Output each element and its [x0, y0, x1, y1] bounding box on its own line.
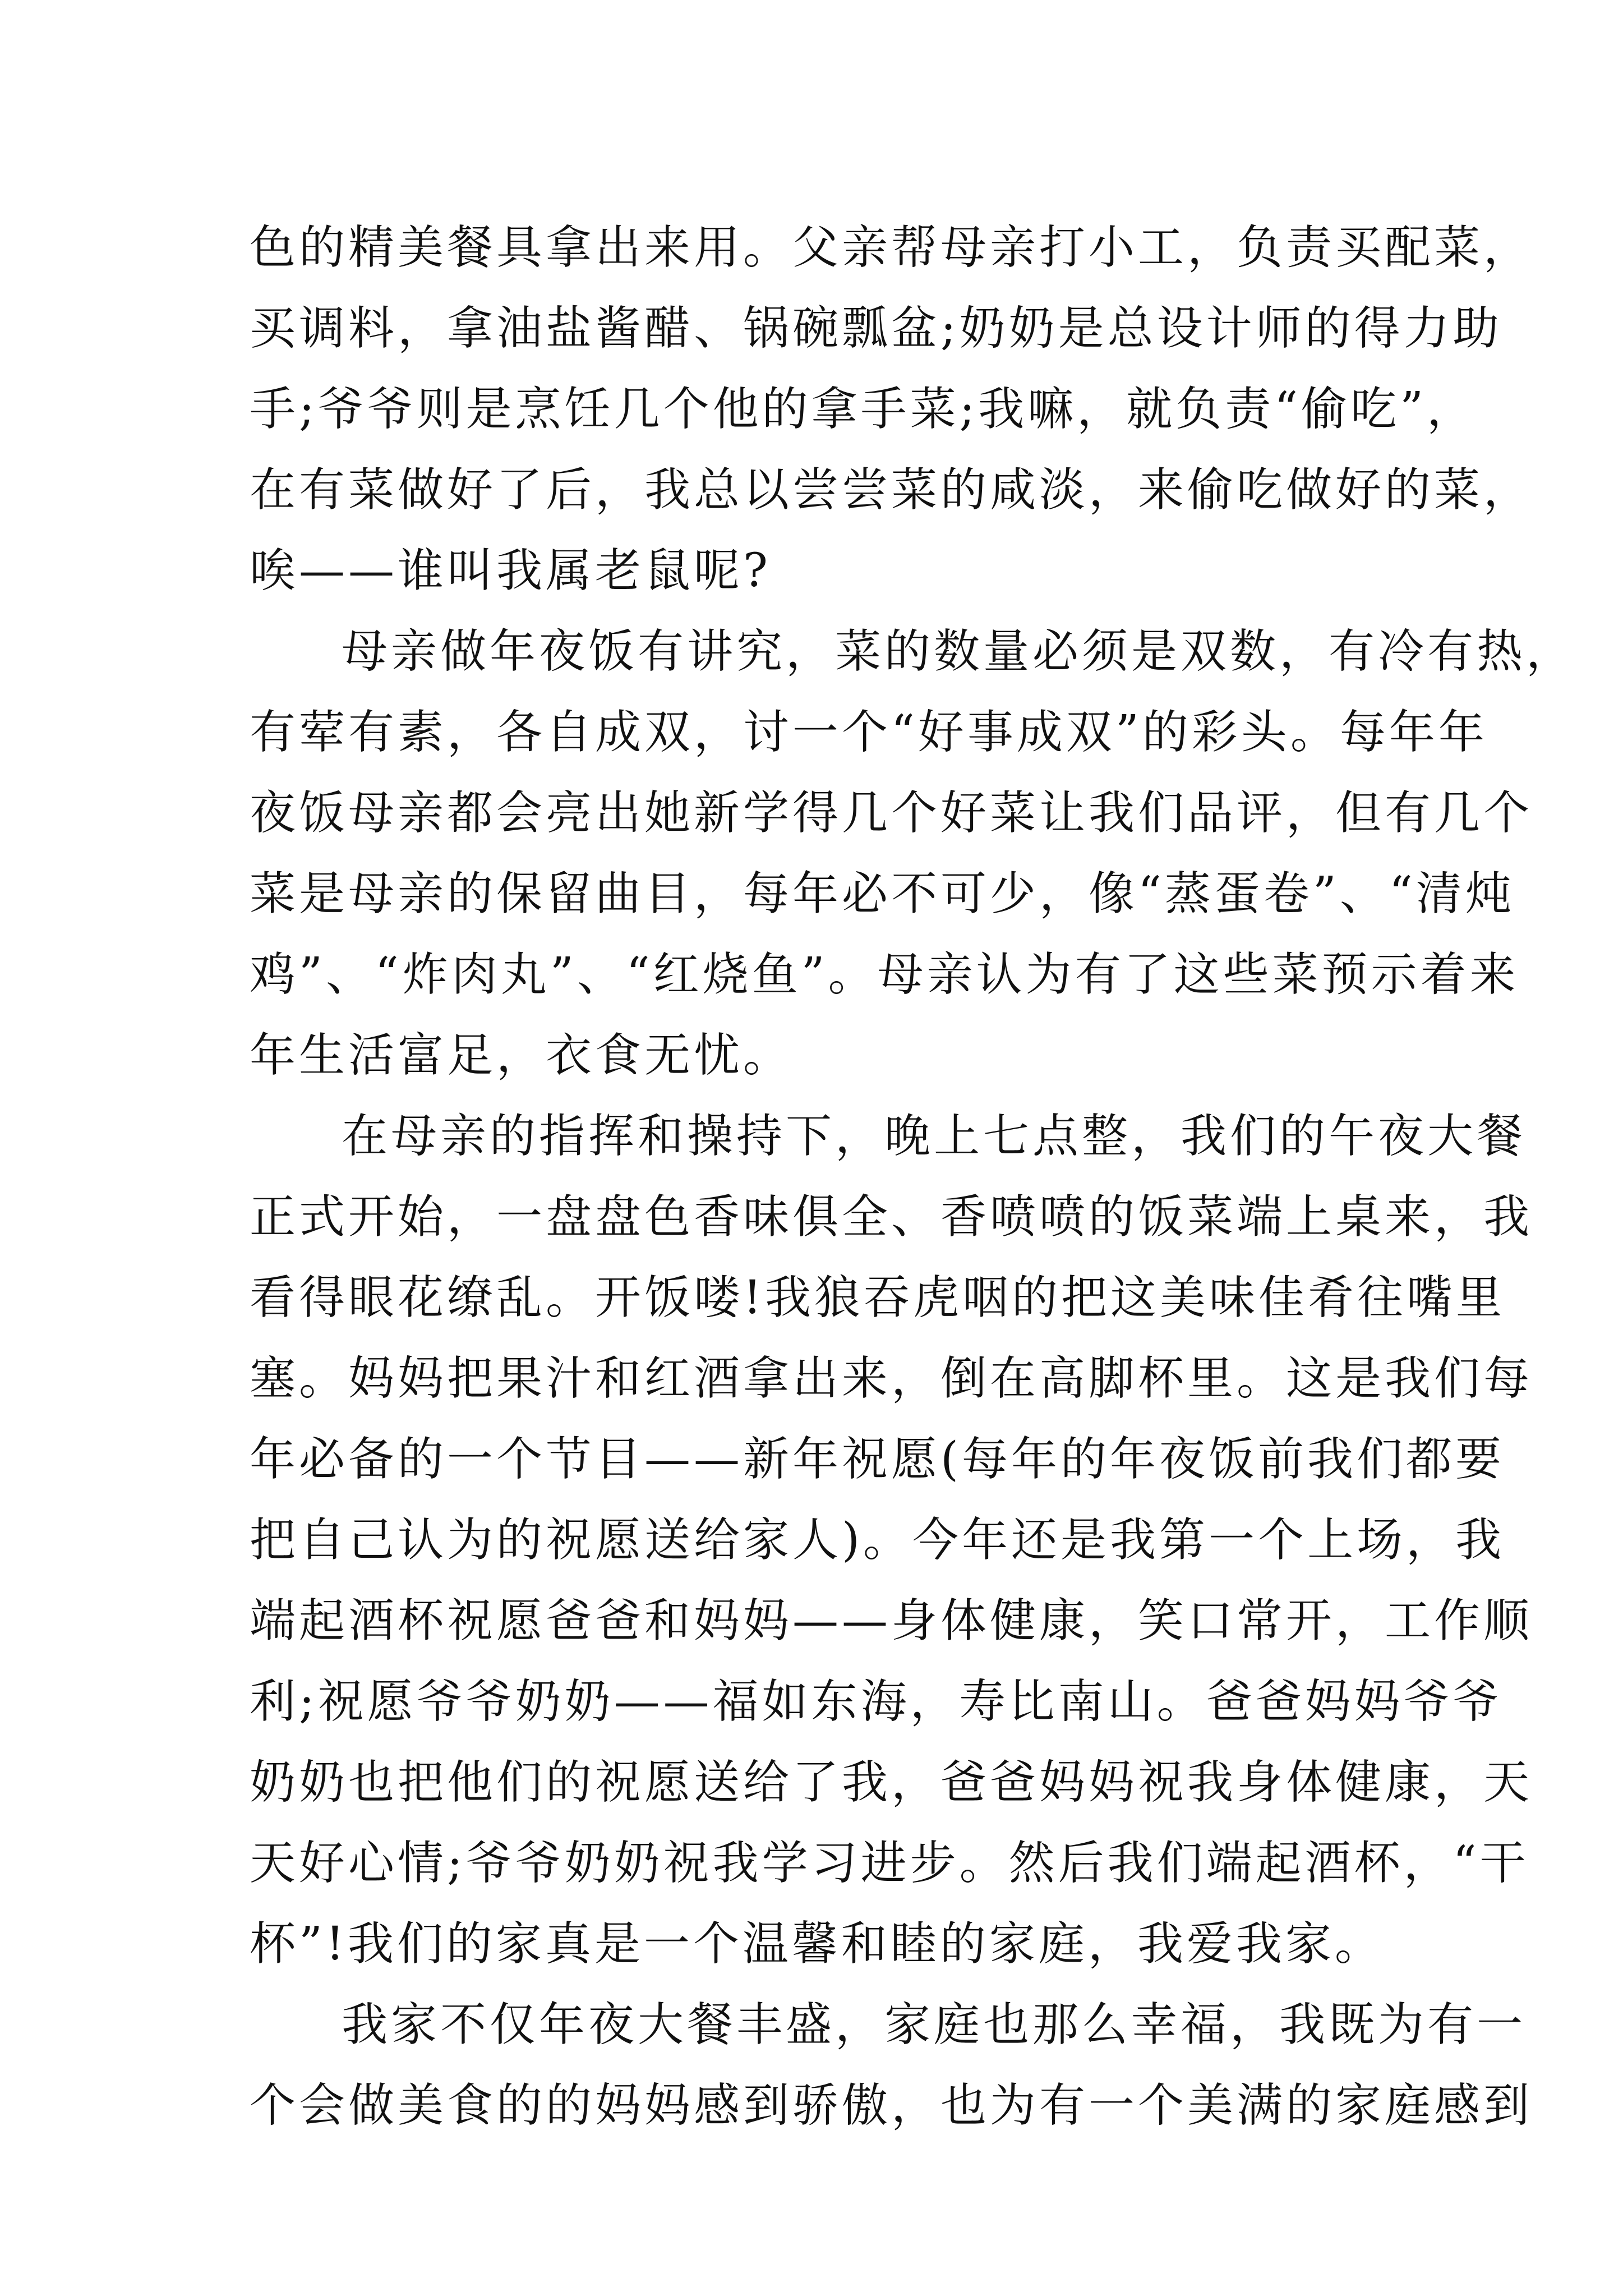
- text-line: 唉——谁叫我属老鼠呢?: [250, 544, 771, 597]
- text-line: 年必备的一个节目——新年祝愿(每年的年夜饭前我们都要: [250, 1433, 1505, 1486]
- text-line: 年生活富足，衣食无忧。: [250, 1029, 793, 1082]
- text-line: 杯”!我们的家真是一个温馨和睦的家庭，我爱我家。: [250, 1917, 1384, 1971]
- paragraph-4: [250, 1985, 1533, 2146]
- text-line: 有荤有素，各自成双，讨一个“好事成双”的彩头。每年年: [250, 706, 1488, 759]
- text-line: 天好心情;爷爷奶奶祝我学习进步。然后我们端起酒杯，“干: [250, 1837, 1529, 1890]
- text-line: 夜饭母亲都会亮出她新学得几个好菜让我们品评，但有几个: [250, 786, 1533, 840]
- text-line: 菜是母亲的保留曲目，每年必不可少，像“蒸蛋卷”、“清炖: [250, 867, 1515, 921]
- text-line: 色的精美餐具拿出来用。父亲帮母亲打小工，负责买配菜，: [250, 221, 1533, 274]
- text-line: 在有菜做好了后，我总以尝尝菜的咸淡，来偷吃做好的菜，: [250, 463, 1533, 517]
- paragraph-3: [250, 1096, 1533, 1985]
- text-line: 端起酒杯祝愿爸爸和妈妈——身体健康，笑口常开，工作顺: [250, 1594, 1533, 1648]
- text-line: 正式开始，一盘盘色香味俱全、香喷喷的饭菜端上桌来，我: [250, 1190, 1533, 1244]
- text-line: 手;爷爷则是烹饪几个他的拿手菜;我嘛，就负责“偷吃”，: [250, 383, 1477, 436]
- paragraph-1: [250, 208, 1533, 611]
- text-line: 看得眼花缭乱。开饭喽!我狼吞虎咽的把这美味佳肴往嘴里: [250, 1271, 1505, 1324]
- text-line: 个会做美食的的妈妈感到骄傲，也为有一个美满的家庭感到: [250, 2079, 1533, 2132]
- text-line: 在母亲的指挥和操持下，晚上七点整，我们的午夜大餐: [342, 1110, 1527, 1163]
- text-line: 鸡”、“炸肉丸”、“红烧鱼”。母亲认为有了这些菜预示着来: [250, 948, 1519, 1001]
- text-line: 我家不仅年夜大餐丰盛，家庭也那么幸福，我既为有一: [342, 1998, 1527, 2051]
- text-line: 塞。妈妈把果汁和红酒拿出来，倒在高脚杯里。这是我们每: [250, 1352, 1533, 1405]
- document-body: [250, 208, 1576, 2146]
- text-line: 利;祝愿爷爷奶奶——福如东海，寿比南山。爸爸妈妈爷爷: [250, 1675, 1502, 1728]
- text-line: 母亲做年夜饭有讲究，菜的数量必须是双数，有冷有热，: [342, 625, 1576, 678]
- text-line: 买调料，拿油盐酱醋、锅碗瓢盆;奶奶是总设计师的得力助: [250, 302, 1502, 355]
- text-line: 把自己认为的祝愿送给家人)。今年还是我第一个上场，我: [250, 1513, 1505, 1567]
- text-line: 奶奶也把他们的祝愿送给了我，爸爸妈妈祝我身体健康，天: [250, 1756, 1533, 1809]
- paragraph-2: [250, 611, 1576, 1096]
